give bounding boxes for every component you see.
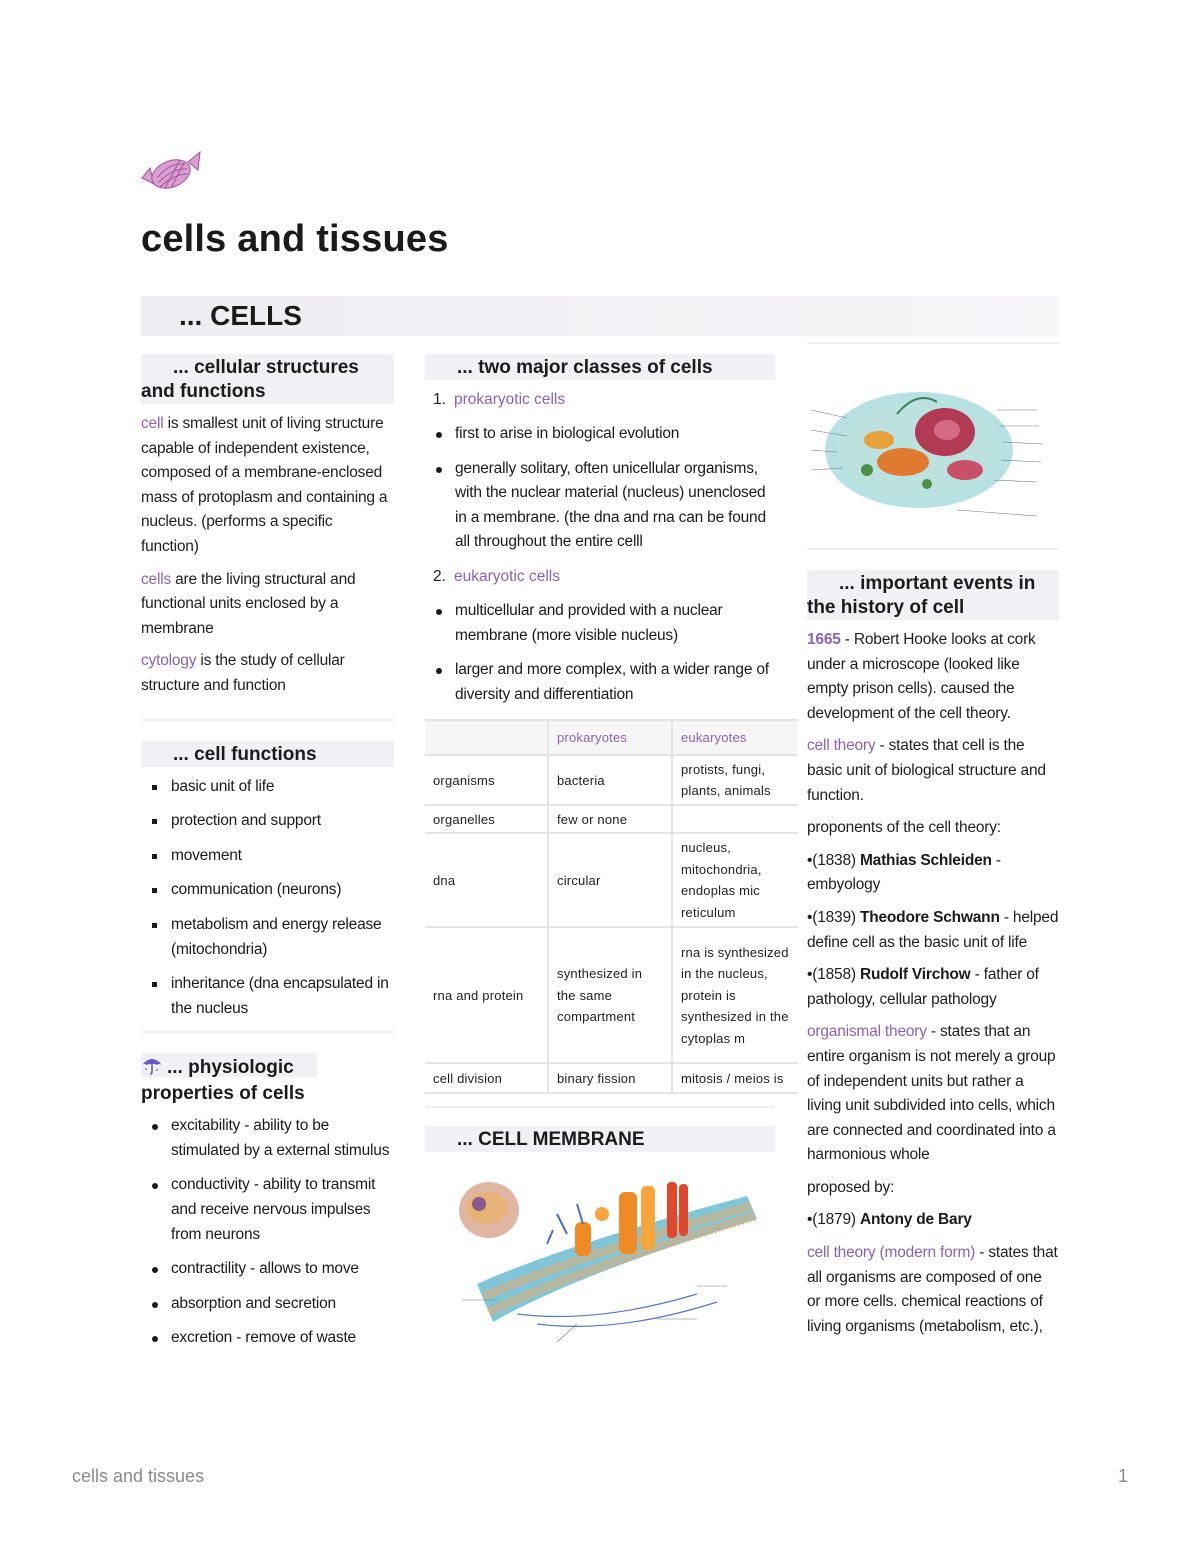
proponents-intro: proponents of the cell theory: <box>807 819 1001 837</box>
paragraph-text: is smallest unit of living structure capable of independent existence, composed of a membrane-enclosed mass of protoplasm and containing a nucleus. (performs a specific function) <box>141 415 388 555</box>
table-cell: dna <box>425 833 548 927</box>
physiologic-properties-list <box>141 1114 394 1351</box>
paragraph-cytology <box>141 649 394 698</box>
list-item: absorption and secretion <box>141 1292 394 1317</box>
event-organismal-theory <box>807 1020 1059 1168</box>
divider <box>425 1106 775 1108</box>
item-number: 1. <box>433 391 446 408</box>
heading-text: ... physiologic properties of cells <box>141 1057 305 1105</box>
proponent-year: •(1839) <box>807 908 860 926</box>
paragraph-cell <box>141 412 394 560</box>
paragraph-cells <box>141 568 394 642</box>
table-cell: rna is synthesized in the nucleus, protein is synthesized in the cytoplas m <box>672 927 798 1063</box>
numbered-item-prokaryotic <box>425 388 775 412</box>
proponent-name: Mathias Schleiden <box>859 851 992 869</box>
column-1 <box>141 354 394 1361</box>
table-cell: bacteria <box>548 755 672 805</box>
cell-functions-list <box>141 775 394 1022</box>
proponent-name: Rudolf Virchow <box>859 966 971 984</box>
section-heading-cells: ... CELLS <box>141 296 1059 336</box>
table-cell: cell division <box>425 1063 548 1093</box>
term-modern-cell-theory: cell theory (modern form) <box>807 1244 976 1262</box>
table-cell: protists, fungi, plants, animals <box>672 755 798 805</box>
term-eukaryotic-cells: eukaryotic cells <box>454 567 560 585</box>
term-cell-theory: cell theory <box>807 737 876 755</box>
proponent-virchow <box>807 963 1059 1012</box>
event-modern-cell-theory <box>807 1241 1059 1339</box>
divider <box>807 342 1059 344</box>
proponent-desc: - embyology <box>807 851 1001 894</box>
event-1665 <box>807 628 1059 726</box>
event-cell-theory <box>807 734 1059 808</box>
paragraph-text: is the study of cellular structure and function <box>141 652 345 694</box>
table-cell: rna and protein <box>425 927 548 1063</box>
term-organismal-theory: organismal theory <box>807 1023 927 1041</box>
list-item: generally solitary, often unicellular organisms, with the nuclear material (nucleus) unenclosed in a membrane. (the dna and rna can be found all throughout the entire celll <box>425 457 775 555</box>
proponent-desc: - father of pathology, cellular pathology <box>807 966 1039 1008</box>
term-cytology: cytology <box>141 652 197 670</box>
list-item: multicellular and provided with a nuclear membrane (more visible nucleus) <box>425 599 775 648</box>
list-item: first to arise in biological evolution <box>425 422 775 447</box>
cell-membrane-image <box>457 1174 757 1354</box>
column-2 <box>425 354 789 1354</box>
term-cell: cell <box>141 415 164 432</box>
list-item: basic unit of life <box>141 775 394 800</box>
table-row <box>425 1063 798 1093</box>
prokaryotic-list <box>425 422 775 555</box>
table-cell: organelles <box>425 805 548 833</box>
footer-title: cells and tissues <box>72 1466 205 1486</box>
column-3 <box>807 342 1059 1339</box>
proponent-desc: - helped define cell as the basic unit of life <box>807 908 1059 951</box>
table-cell <box>672 805 798 833</box>
paragraph-text: - Robert Hooke looks at cork under a microscope (looked like empty prison cells). caused the development of the cell theory. <box>807 631 1036 722</box>
heading-two-major-classes: ... two major classes of cells <box>425 354 775 380</box>
table-cell: circular <box>548 833 672 927</box>
proponent-name: Antony de Bary <box>859 1211 972 1229</box>
table-cell: binary fission <box>548 1063 672 1093</box>
list-item: protection and support <box>141 809 394 834</box>
table-cell: organisms <box>425 755 548 805</box>
table-cell: mitosis / meios is <box>672 1063 798 1093</box>
list-item: conductivity - ability to transmit and receive nervous impulses from neurons <box>141 1173 394 1247</box>
proponent-year: •(1838) <box>807 851 860 869</box>
paragraph-text: are the living structural and functional units enclosed by a membrane <box>141 570 356 637</box>
table-header-cell <box>425 720 548 755</box>
page-number: 1 <box>1118 1466 1129 1486</box>
proponent-year: •(1879) <box>807 1211 860 1229</box>
document-title: cells and tissues <box>141 218 449 260</box>
table-row <box>425 927 798 1063</box>
proponent-year: •(1858) <box>807 966 860 984</box>
list-item: excitability - ability to be stimulated by a external stimulus <box>141 1114 394 1163</box>
term-cells: cells <box>141 570 172 588</box>
heading-cell-membrane: ... CELL MEMBRANE <box>425 1126 775 1152</box>
proponent-de-bary <box>807 1208 1059 1233</box>
year-1665: 1665 <box>807 631 841 648</box>
list-item: larger and more complex, with a wider range of diversity and differentiation <box>425 658 775 707</box>
table-cell: synthesized in the same compartment <box>548 927 672 1063</box>
table-header-cell: eukaryotes <box>672 720 798 755</box>
proposed-by: proposed by: <box>807 1178 895 1196</box>
list-item: excretion - remove of waste <box>141 1326 394 1351</box>
table-row <box>425 833 798 927</box>
list-item: contractility - allows to move <box>141 1257 394 1282</box>
eukaryotic-list <box>425 599 775 707</box>
heading-cellular-structures: ... cellular structures and functions <box>141 354 394 404</box>
divider <box>141 719 394 721</box>
list-item: movement <box>141 844 394 869</box>
list-item: communication (neurons) <box>141 878 394 903</box>
comparison-table <box>425 719 798 1094</box>
table-row <box>425 720 798 755</box>
animal-cell-image <box>807 370 1057 530</box>
divider <box>141 1031 394 1033</box>
table-row <box>425 805 798 833</box>
table-cell: nucleus, mitochondria, endoplas mic reticulum <box>672 833 798 927</box>
proponent-schwann <box>807 906 1059 955</box>
table-header-cell: prokaryotes <box>548 720 672 755</box>
numbered-item-eukaryotic <box>425 565 775 589</box>
paragraph-text: - states that cell is the basic unit of biological structure and function. <box>807 737 1046 804</box>
table-cell: few or none <box>548 805 672 833</box>
candy-icon <box>140 148 204 194</box>
term-prokaryotic-cells: prokaryotic cells <box>454 391 566 408</box>
umbrella-icon <box>141 1055 167 1082</box>
list-item: inheritance (dna encapsulated in the nucleus <box>141 972 394 1021</box>
item-number: 2. <box>433 567 446 585</box>
heading-physiologic-properties <box>141 1053 317 1106</box>
heading-cell-functions: ... cell functions <box>141 741 394 767</box>
list-item: metabolism and energy release (mitochondria) <box>141 913 394 962</box>
paragraph-text: - states that an entire organism is not merely a group of independent units but rather a living unit subdivided into cells, which are connected and coordinated into a harmonious whole <box>807 1023 1056 1164</box>
paragraph-text: - states that all organisms are composed of one or more cells. chemical reactions of living organisms (metabolism, etc.), <box>807 1244 1058 1335</box>
table-row <box>425 755 798 805</box>
divider <box>807 548 1059 550</box>
heading-important-events: ... important events in the history of cell <box>807 570 1059 620</box>
proponent-schleiden <box>807 849 1059 898</box>
proponent-name: Theodore Schwann <box>859 908 1000 926</box>
